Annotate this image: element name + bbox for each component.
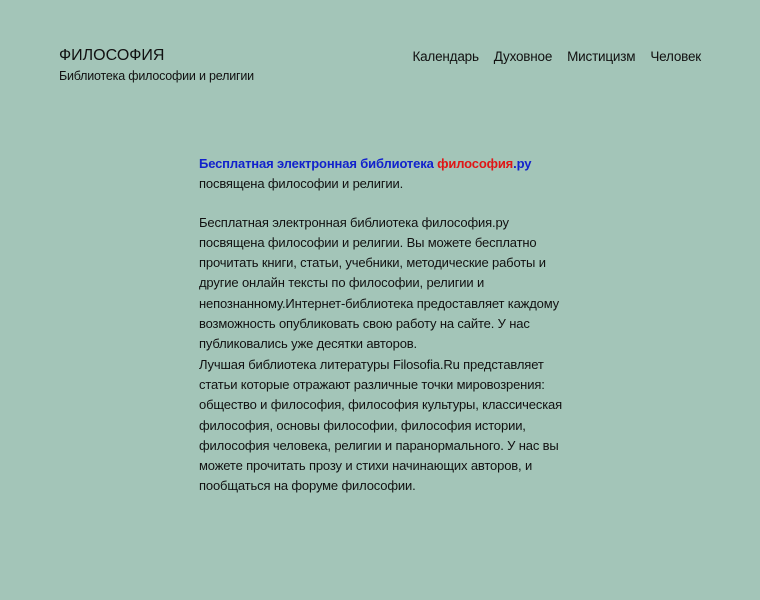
- nav-item-spiritual[interactable]: Духовное: [493, 49, 553, 64]
- nav-item-mysticism[interactable]: Мистицизм: [567, 49, 636, 64]
- lead-philosophy-word: философия: [437, 156, 514, 171]
- site-title-link[interactable]: ФИЛОСОФИЯ: [59, 47, 165, 64]
- description-paragraph-1: Бесплатная электронная библиотека философия.ру посвящена философии и религии. Вы можете бесплатно прочитать книги, статьи, учебники, методические работы и другие онлайн тексты по философии, религии и непознанному.Интернет-библиотека предоставляет каждому возможность опубликовать свою работу на сайте. У нас публиковались уже десятки авторов.: [199, 214, 560, 352]
- lead-domain-suffix: .ру: [513, 156, 532, 171]
- brand-block: [59, 46, 254, 84]
- description-paragraph-2: Лучшая библиотека литературы Filosofia.Ru представляет статьи которые отражают различные точки мировозрения: общество и философия, философия культуры, классическая философия, основы философии, философия истории, философия человека, религии и паранормального. У нас вы можете прочитать прозу и стихи начинающих авторов, и пообщаться на форуме философии.: [199, 356, 563, 494]
- site-tagline: Библиотека философии и религии: [59, 69, 254, 83]
- intro-lead: [199, 154, 574, 195]
- lead-rest-text: посвящена философии и религии.: [199, 176, 404, 192]
- lead-library-text: Бесплатная электронная библиотека: [199, 156, 438, 171]
- site-header: [0, 0, 760, 100]
- main-content: [199, 154, 574, 497]
- nav-item-human[interactable]: Человек: [650, 49, 701, 64]
- main-nav: [412, 48, 701, 66]
- nav-item-calendar[interactable]: Календарь: [412, 49, 479, 64]
